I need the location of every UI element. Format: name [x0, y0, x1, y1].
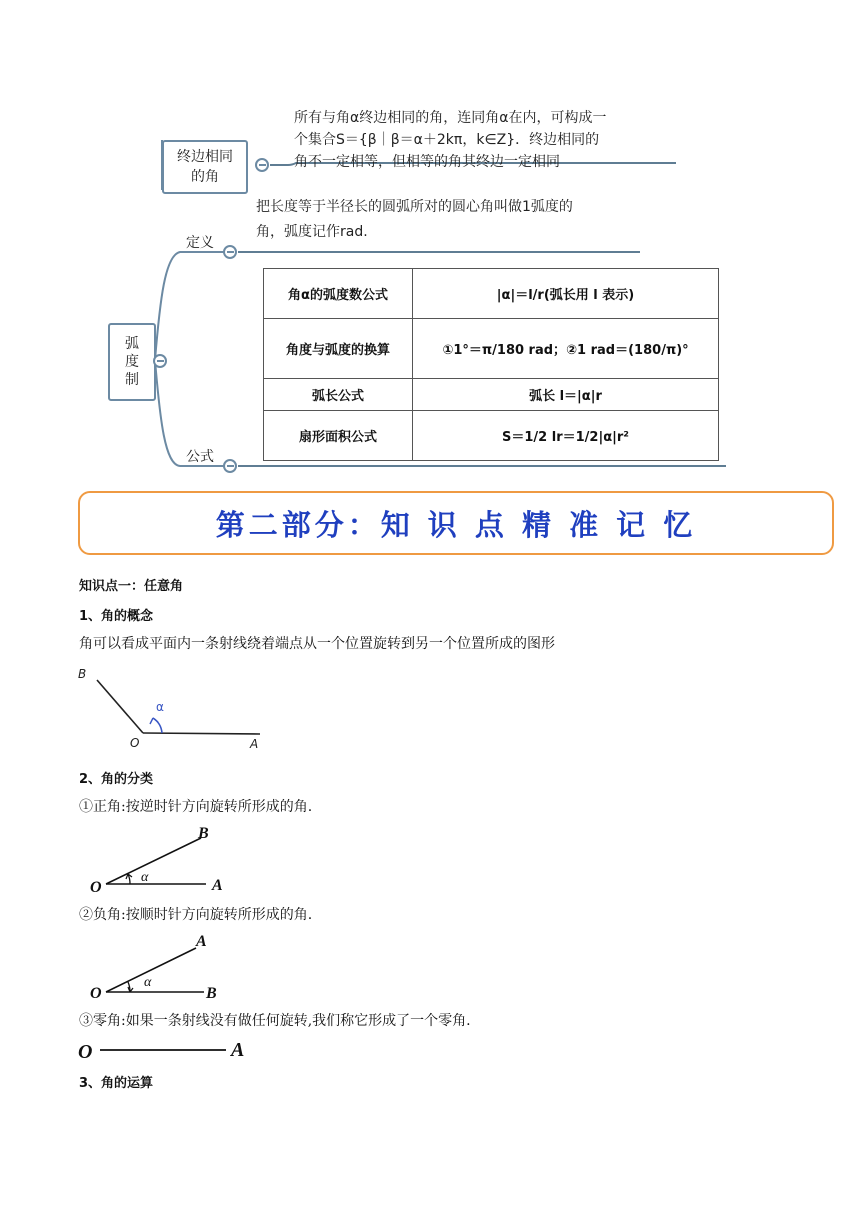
collapse-icon[interactable] — [255, 158, 269, 172]
point-a-label: A — [250, 737, 259, 751]
definition-text — [256, 195, 573, 245]
formula-name: 弧长公式 — [264, 379, 413, 411]
point-b-label: B — [78, 667, 87, 681]
banner-title: 第二部分：知 识 点 精 准 记 忆 — [215, 507, 697, 542]
point-o-label: O — [78, 1041, 93, 1063]
zero-angle-text: ③零角:如果一条射线没有做任何旋转,我们称它形成了一个零角. — [79, 1013, 471, 1029]
formula-name: 扇形面积公式 — [264, 411, 413, 461]
formula-table — [263, 268, 719, 461]
definition-line-2: 角，弧度记作rad. — [256, 224, 368, 240]
terminal-angle-text — [294, 107, 606, 173]
section-banner — [78, 491, 834, 555]
formula-cell: ①1°＝π/180 rad；②1 rad＝(180/π)° — [413, 319, 719, 379]
formula-name: 角度与弧度的换算 — [264, 319, 413, 379]
negative-angle-figure — [86, 928, 246, 1000]
definition-label: 定义 — [186, 235, 214, 251]
subheading-operations: 3、角的运算 — [79, 1076, 154, 1091]
table-row — [264, 319, 719, 379]
concept-text: 角可以看成平面内一条射线绕着端点从一个位置旋转到另一个位置所成的图形 — [79, 636, 555, 652]
formula-name: 角α的弧度数公式 — [264, 269, 413, 319]
collapse-icon[interactable] — [223, 459, 237, 473]
point-b-label: B — [198, 825, 209, 842]
collapse-icon[interactable] — [153, 354, 167, 368]
radian-node-label: 弧度制 — [125, 336, 139, 388]
definition-line-1: 把长度等于半径长的圆弧所对的圆心角叫做1弧度的 — [256, 199, 573, 215]
subheading-classification: 2、角的分类 — [79, 772, 154, 787]
point-o-label: O — [90, 879, 102, 894]
table-row — [264, 379, 719, 411]
point-a-label: A — [212, 877, 223, 894]
formula-cell: 弧长 l＝|α|r — [413, 379, 719, 411]
table-row — [264, 411, 719, 461]
positive-angle-figure — [86, 822, 246, 894]
zero-angle-figure — [76, 1036, 266, 1066]
terminal-angle-node[interactable] — [162, 140, 248, 194]
terminal-line-2: 个集合S＝{β｜β＝α＋2kπ，k∈Z}．终边相同的 — [294, 132, 600, 148]
alpha-label: α — [156, 700, 164, 714]
subheading-concept: 1、角的概念 — [79, 609, 154, 624]
formula-label: 公式 — [186, 449, 214, 465]
alpha-label: α — [144, 975, 152, 990]
collapse-icon[interactable] — [223, 245, 237, 259]
terminal-angle-node-label: 终边相同的角 — [177, 149, 233, 185]
positive-angle-text: ①正角:按逆时针方向旋转所形成的角. — [79, 799, 313, 815]
alpha-label: α — [141, 870, 149, 885]
section-heading: 知识点一：任意角 — [79, 579, 184, 594]
terminal-line-1: 所有与角α终边相同的角，连同角α在内，可构成一 — [294, 110, 607, 126]
point-o-label: O — [90, 985, 102, 1000]
formula-cell: S＝1/2 lr＝1/2|α|r² — [413, 411, 719, 461]
point-b-label: B — [206, 985, 217, 1000]
angle-concept-figure — [70, 662, 280, 754]
terminal-line-3: 角不一定相等，但相等的角其终边一定相同 — [294, 154, 560, 170]
negative-angle-text: ②负角:按顺时针方向旋转所形成的角. — [79, 907, 313, 923]
point-a-label: A — [231, 1039, 245, 1061]
radian-node[interactable] — [108, 323, 156, 401]
point-a-label: A — [196, 933, 207, 950]
formula-cell: |α|＝l/r(弧长用 l 表示) — [413, 269, 719, 319]
point-o-label: O — [130, 736, 140, 750]
table-row — [264, 269, 719, 319]
